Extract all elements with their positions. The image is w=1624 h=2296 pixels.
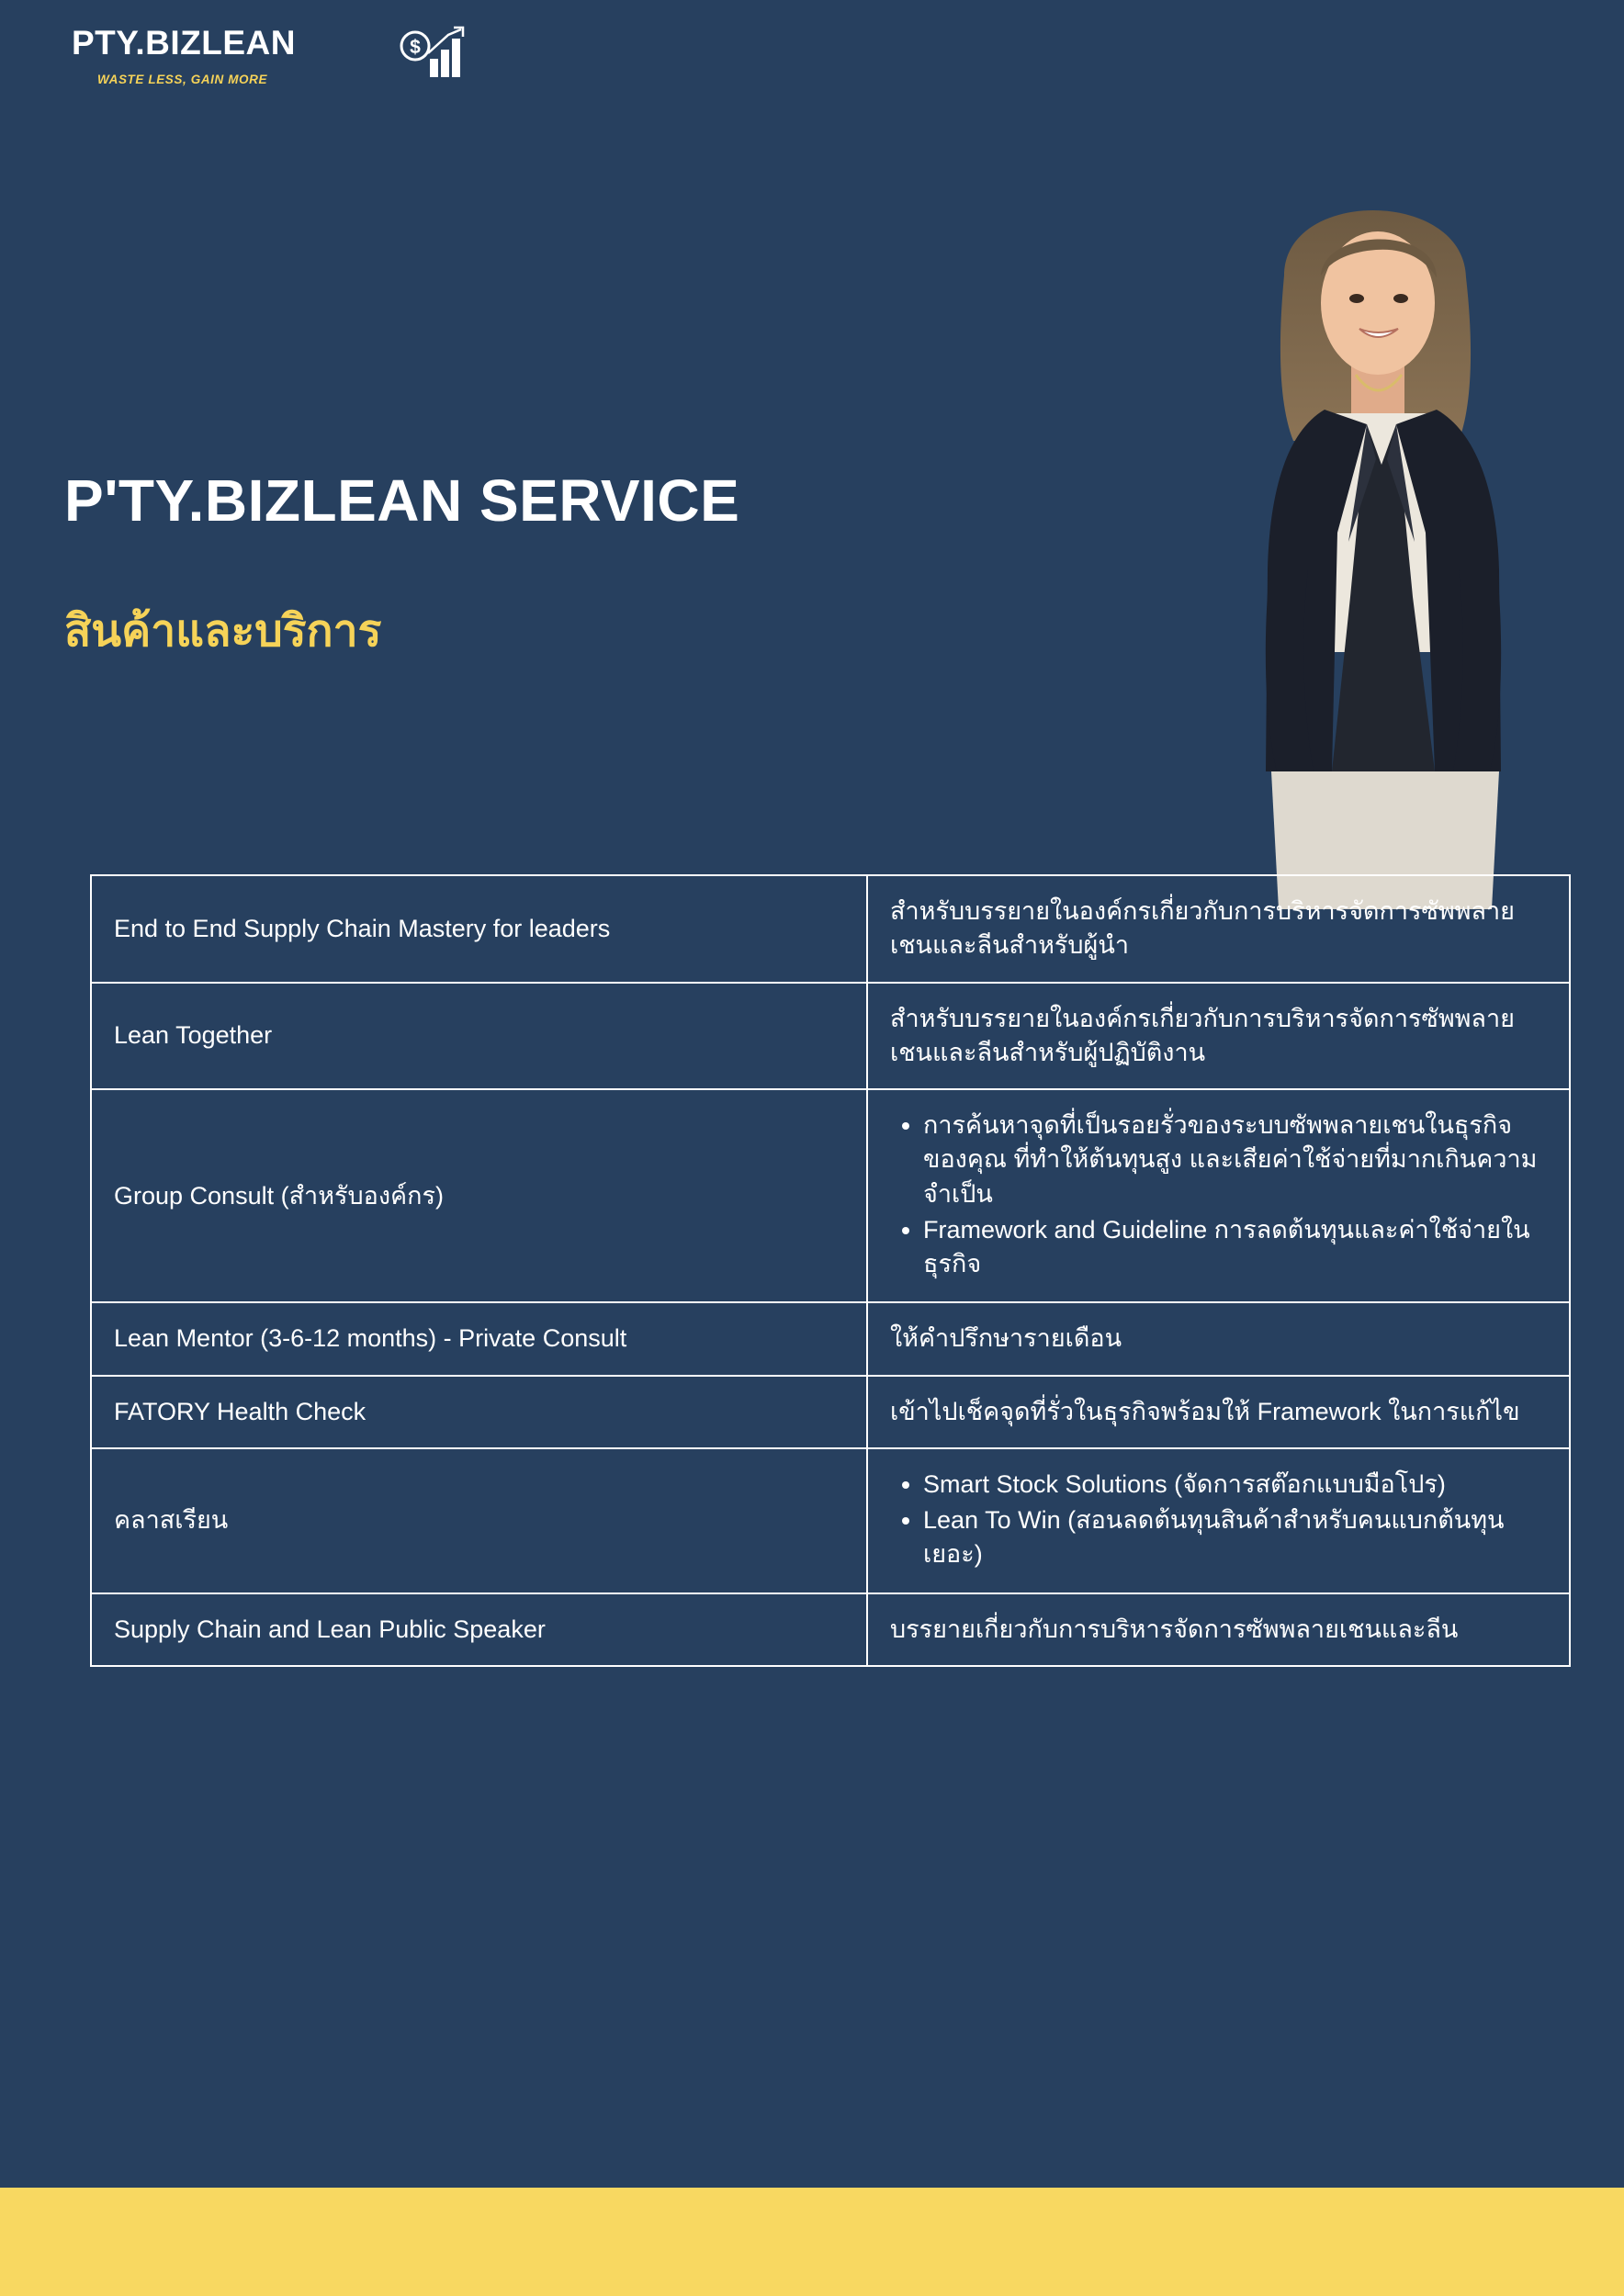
service-name: Supply Chain and Lean Public Speaker — [91, 1593, 867, 1666]
service-description: บรรยายเกี่ยวกับการบริหารจัดการซัพพลายเชนและลีน — [867, 1593, 1570, 1666]
services-table — [90, 874, 1571, 1667]
brand-name: PTY.BIZLEAN — [72, 24, 296, 62]
service-description: สำหรับบรรยายในองค์กรเกี่ยวกับการบริหารจัดการซัพพลายเชนและลีนสำหรับผู้ปฏิบัติงาน — [867, 983, 1570, 1090]
service-name: End to End Supply Chain Mastery for leaders — [91, 875, 867, 983]
dollar-chart-icon — [395, 22, 468, 96]
svg-text:$: $ — [410, 37, 421, 58]
service-description — [867, 1448, 1570, 1593]
table-row — [91, 1376, 1570, 1448]
table-row — [91, 1302, 1570, 1375]
service-name: คลาสเรียน — [91, 1448, 867, 1593]
brand-logo — [72, 26, 421, 127]
bottom-accent-bar — [0, 2188, 1624, 2296]
service-description: เข้าไปเช็คจุดที่รั่วในธุรกิจพร้อมให้ Framework ในการแก้ไข — [867, 1376, 1570, 1448]
list-item: • Framework and Guideline การลดต้นทุนและค่าใช้จ่ายในธุรกิจ — [923, 1213, 1547, 1282]
page-title-th: สินค้าและบริการ — [64, 607, 382, 656]
service-name: Lean Mentor (3-6-12 months) - Private Consult — [91, 1302, 867, 1375]
table-row — [91, 1593, 1570, 1666]
service-description: สำหรับบรรยายในองค์กรเกี่ยวกับการบริหารจัดการซัพพลายเชนและลีนสำหรับผู้นำ — [867, 875, 1570, 983]
table-row — [91, 983, 1570, 1090]
presenter-photo — [1229, 138, 1532, 909]
service-description: ให้คำปรึกษารายเดือน — [867, 1302, 1570, 1375]
table-row — [91, 1448, 1570, 1593]
service-name: FATORY Health Check — [91, 1376, 867, 1448]
service-description — [867, 1089, 1570, 1302]
brand-tagline: WASTE LESS, GAIN MORE — [97, 73, 268, 86]
list-item: • Smart Stock Solutions (จัดการสต๊อกแบบมือโปร) — [923, 1468, 1547, 1502]
service-name: Group Consult (สำหรับองค์กร) — [91, 1089, 867, 1302]
service-name: Lean Together — [91, 983, 867, 1090]
page-title-en: P'TY.BIZLEAN SERVICE — [64, 467, 740, 534]
list-item: • Lean To Win (สอนลดต้นทุนสินค้าสำหรับคนแบกต้นทุนเยอะ) — [923, 1503, 1547, 1572]
table-row — [91, 875, 1570, 983]
list-item: • การค้นหาจุดที่เป็นรอยรั่วของระบบซัพพลายเชนในธุรกิจของคุณ ที่ทำให้ต้นทุนสูง และเสียค่าใช้จ่ายที่มากเกินความจำเป็น — [923, 1109, 1547, 1211]
table-row — [91, 1089, 1570, 1302]
